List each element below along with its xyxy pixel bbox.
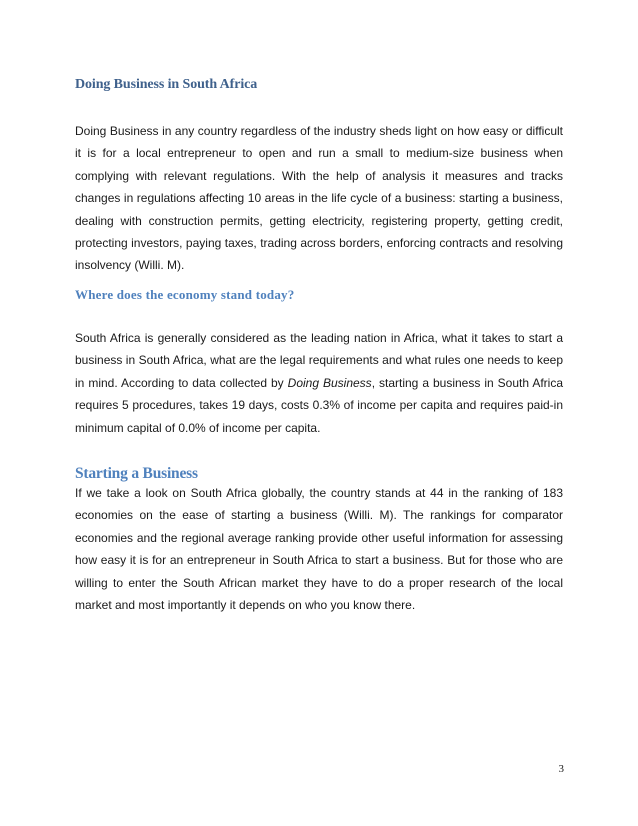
paragraph-economy-today — [75, 327, 563, 439]
paragraph-economy-text-end: , starting a business in South Africa requires 5 procedures, takes 19 days, costs 0.3% of income per capita and requires paid-in minimum capital of 0.0% of income per capita. — [75, 375, 564, 435]
section-heading-starting-business: Starting a Business — [75, 465, 198, 482]
page-number: 3 — [558, 763, 564, 775]
section-heading-economy-today: Where does the economy stand today? — [75, 287, 295, 302]
paragraph-economy-italic-doing-business: Doing Business — [287, 375, 372, 390]
section-heading-doing-business: Doing Business in South Africa — [75, 77, 258, 92]
paragraph-doing-business-intro: Doing Business in any country regardless of the industry sheds light on how easy or difficult it is for a local entrepreneur to open and run a small to medium-size business when complying with relevant regulations. With the help of analysis it measures and tracks changes in regulations affecting 10 areas in the life cycle of a business: starting a business, dealing with construction permits, getting electricity, registering property, getting credit, protecting investors, paying taxes, trading across borders, enforcing contracts and resolving insolvency (Willi. M). — [75, 124, 563, 273]
paragraph-starting-business: If we take a look on South Africa globally, the country stands at 44 in the ranking of 183 economies on the ease of starting a business (Willi. M). The rankings for comparator economies and the regional average ranking provide other useful information for assessing how easy it is for an entrepreneur in South Africa to start a business. But for those who are willing to enter the South African market they have to do a proper research of the local market and most importantly it depends on who you know there. — [75, 486, 563, 613]
paragraph-economy-text-start: South Africa is generally considered as the leading nation in Africa, what it takes to start a business in South Africa, what are the legal requirements and what rules one needs to keep in mind. According to data collected by — [75, 331, 563, 390]
